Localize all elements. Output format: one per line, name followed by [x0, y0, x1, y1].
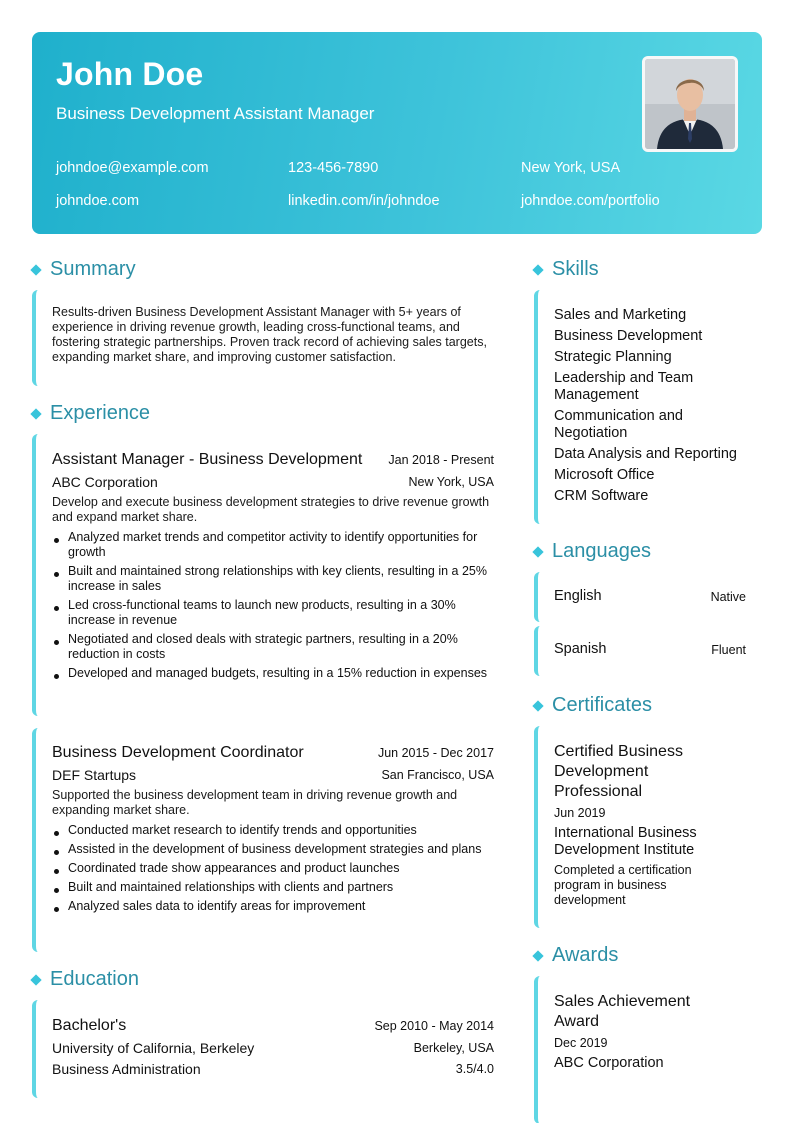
- job-bullets: [52, 530, 492, 685]
- summary-text: Results-driven Business Development Assistant Manager with 5+ years of experience in driving revenue growth, leading cross-functional teams, and fostering strategic partnerships. Proven track record of achieving sales targets, expanding market share, and improving customer satisfaction.: [52, 305, 487, 364]
- portfolio-link[interactable]: johndoe.com/portfolio: [521, 193, 660, 209]
- skills-heading-label: Skills: [552, 258, 599, 280]
- skills-block: [534, 290, 746, 524]
- list-item: Coordinated trade show appearances and product launches: [52, 861, 492, 876]
- summary-heading-label: Summary: [50, 258, 136, 280]
- list-item: Led cross-functional teams to launch new products, resulting in a 30% increase in revenue: [52, 598, 492, 628]
- list-item: Conducted market research to identify trends and opportunities: [52, 823, 492, 838]
- skill-item: Data Analysis and Reporting: [554, 446, 737, 462]
- experience-item: [32, 434, 494, 716]
- list-item: Analyzed market trends and competitor activity to identify opportunities for growth: [52, 530, 492, 560]
- skill-item: Strategic Planning: [554, 349, 672, 365]
- list-item: Built and maintained relationships with clients and partners: [52, 880, 492, 895]
- education-item: [32, 1000, 494, 1098]
- person-portrait-icon: [645, 59, 735, 149]
- job-title: Business Development Coordinator: [52, 744, 304, 761]
- diamond-icon: [532, 264, 543, 275]
- certificate-description: Completed a certification program in business development: [554, 863, 692, 907]
- award-issuer: ABC Corporation: [554, 1055, 664, 1071]
- resume-header: [32, 32, 762, 234]
- job-description: Supported the business development team in driving revenue growth and expanding market share.: [52, 788, 458, 817]
- languages-heading: [532, 540, 651, 563]
- linkedin-link[interactable]: linkedin.com/in/johndoe: [288, 193, 440, 209]
- school-location: Berkeley, USA: [413, 1041, 494, 1055]
- list-item: Built and maintained strong relationships with key clients, resulting in a 25% increase in sales: [52, 564, 492, 594]
- languages-heading-label: Languages: [552, 540, 651, 562]
- language-name: Spanish: [554, 641, 607, 657]
- school-name: University of California, Berkeley: [52, 1040, 255, 1056]
- certificate-title: Certified Business Development Professional: [554, 743, 683, 800]
- gpa: 3.5/4.0: [455, 1062, 494, 1076]
- candidate-name: John Doe: [56, 56, 204, 92]
- job-description: Develop and execute business development strategies to drive revenue growth and expand market share.: [52, 495, 490, 524]
- diamond-icon: [30, 408, 41, 419]
- award-title: Sales Achievement Award: [554, 993, 691, 1030]
- list-item: Negotiated and closed deals with strategic partners, resulting in a 20% reduction in costs: [52, 632, 492, 662]
- email-link[interactable]: johndoe@example.com: [56, 160, 209, 176]
- job-company: DEF Startups: [52, 767, 137, 783]
- skill-item: Communication and Negotiation: [554, 408, 683, 441]
- job-date: Jan 2018 - Present: [388, 453, 494, 467]
- list-item: Developed and managed budgets, resulting in a 15% reduction in expenses: [52, 666, 492, 681]
- diamond-icon: [532, 950, 543, 961]
- skills-heading: [532, 258, 599, 281]
- diamond-icon: [532, 546, 543, 557]
- language-item: [534, 626, 746, 676]
- language-level: Native: [710, 590, 746, 604]
- awards-heading-label: Awards: [552, 944, 619, 966]
- summary-block: [32, 290, 494, 386]
- education-heading-label: Education: [50, 968, 139, 990]
- phone-text: 123-456-7890: [288, 160, 379, 176]
- job-date: Jun 2015 - Dec 2017: [377, 746, 494, 760]
- location-text: New York, USA: [521, 160, 621, 176]
- list-item: Assisted in the development of business development strategies and plans: [52, 842, 492, 857]
- award-date: Dec 2019: [554, 1036, 608, 1050]
- language-name: English: [554, 588, 602, 604]
- certificate-issuer: International Business Development Institute: [554, 825, 697, 858]
- awards-heading: [532, 944, 618, 967]
- degree: Bachelor's: [52, 1017, 127, 1034]
- education-date: Sep 2010 - May 2014: [374, 1019, 494, 1033]
- profile-photo: [642, 56, 738, 152]
- certificates-heading: [532, 694, 652, 717]
- skill-item: Microsoft Office: [554, 467, 655, 483]
- language-item: [534, 572, 746, 622]
- certificate-item: [534, 726, 746, 928]
- experience-item: [32, 728, 494, 952]
- job-location: San Francisco, USA: [381, 768, 494, 782]
- website-link[interactable]: johndoe.com: [56, 193, 140, 209]
- language-level: Fluent: [711, 643, 746, 657]
- summary-heading: [30, 258, 136, 281]
- skill-item: Business Development: [554, 328, 703, 344]
- education-heading: [30, 968, 139, 991]
- award-item: [534, 976, 746, 1123]
- diamond-icon: [30, 974, 41, 985]
- job-company: ABC Corporation: [52, 474, 158, 490]
- candidate-role: Business Development Assistant Manager: [56, 104, 375, 123]
- job-bullets: [52, 823, 492, 918]
- experience-heading: [30, 402, 150, 425]
- job-location: New York, USA: [408, 475, 494, 489]
- experience-heading-label: Experience: [50, 402, 151, 424]
- diamond-icon: [532, 700, 543, 711]
- skill-item: CRM Software: [554, 488, 649, 504]
- diamond-icon: [30, 264, 41, 275]
- certificate-date: Jun 2019: [554, 806, 606, 820]
- certificates-heading-label: Certificates: [552, 694, 653, 716]
- field-of-study: Business Administration: [52, 1061, 201, 1077]
- skill-item: Sales and Marketing: [554, 307, 687, 323]
- job-title: Assistant Manager - Business Development: [52, 451, 363, 468]
- skill-item: Leadership and Team Management: [554, 370, 694, 403]
- list-item: Analyzed sales data to identify areas for improvement: [52, 899, 492, 914]
